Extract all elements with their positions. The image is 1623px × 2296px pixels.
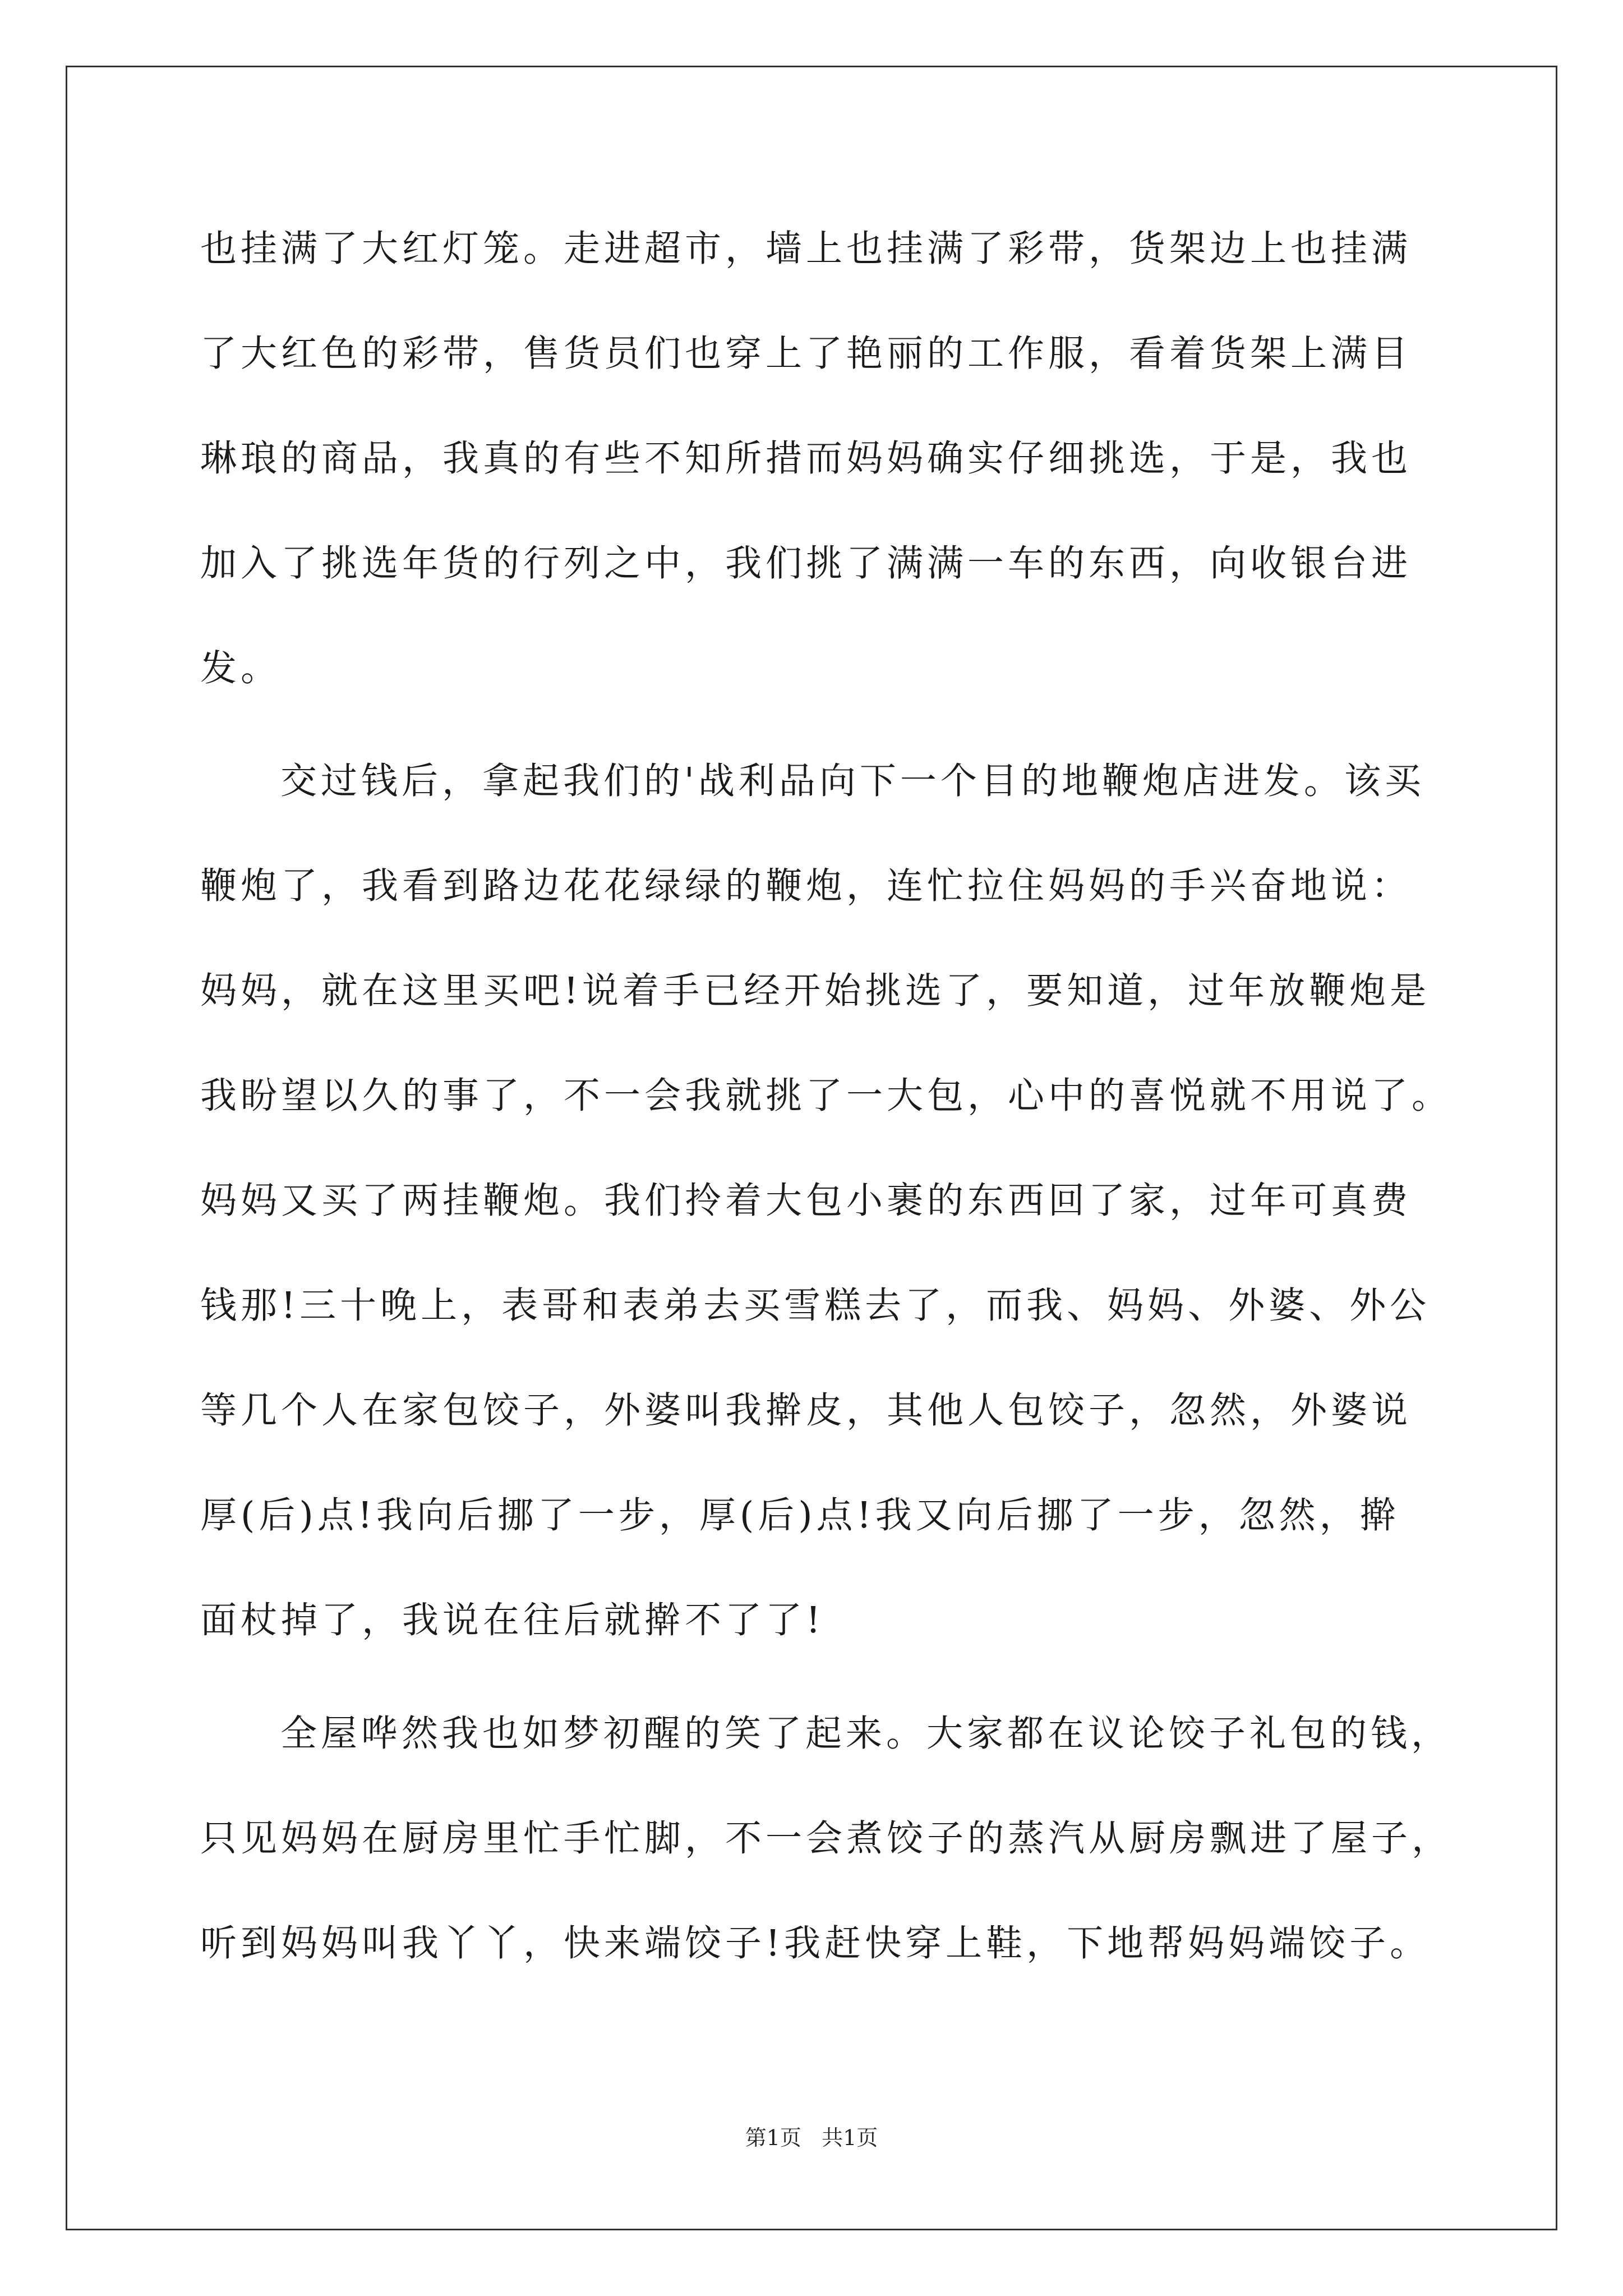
text-line: 琳琅的商品，我真的有些不知所措而妈妈确实仔细挑选，于是，我也	[200, 438, 1412, 480]
text-line: 也挂满了大红灯笼。走进超市，墙上也挂满了彩带，货架边上也挂满	[200, 228, 1412, 270]
text-line: 钱那!三十晚上，表哥和表弟去买雪糕去了，而我、妈妈、外婆、外公	[200, 1285, 1431, 1327]
text-line: 厚(后)点!我向后挪了一步，厚(后)点!我又向后挪了一步，忽然，擀	[200, 1494, 1400, 1536]
text-line: 等几个人在家包饺子，外婆叫我擀皮，其他人包饺子，忽然，外婆说	[200, 1389, 1412, 1432]
text-line: 鞭炮了，我看到路边花花绿绿的鞭炮，连忙拉住妈妈的手兴奋地说：	[200, 865, 1412, 907]
paragraph-first-line: 全屋哗然我也如梦初醒的笑了起来。大家都在议论饺子礼包的钱，	[280, 1713, 1452, 1755]
page-number-footer: 第1页 共1页	[745, 2125, 878, 2150]
text-line: 面杖掉了，我说在往后就擀不了了!	[200, 1599, 825, 1641]
paragraph-first-line: 交过钱后，拿起我们的'战利品向下一个目的地鞭炮店进发。该买	[280, 760, 1425, 802]
text-line: 了大红色的彩带，售货员们也穿上了艳丽的工作服，看着货架上满目	[200, 333, 1412, 375]
text-line: 妈妈又买了两挂鞭炮。我们拎着大包小裹的东西回了家，过年可真费	[200, 1180, 1412, 1222]
text-line: 只见妈妈在厨房里忙手忙脚，不一会煮饺子的蒸汽从厨房飘进了屋子，	[200, 1818, 1453, 1860]
text-line: 发。	[200, 647, 282, 689]
text-line: 妈妈，就在这里买吧!说着手已经开始挑选了，要知道，过年放鞭炮是	[200, 970, 1431, 1012]
page-border	[66, 66, 1557, 2230]
text-line: 我盼望以久的事了，不一会我就挑了一大包，心中的喜悦就不用说了。	[200, 1075, 1453, 1117]
text-line: 加入了挑选年货的行列之中，我们挑了满满一车的东西，向收银台进	[200, 542, 1412, 585]
text-line: 听到妈妈叫我丫丫，快来端饺子!我赶快穿上鞋，下地帮妈妈端饺子。	[200, 1922, 1431, 1964]
